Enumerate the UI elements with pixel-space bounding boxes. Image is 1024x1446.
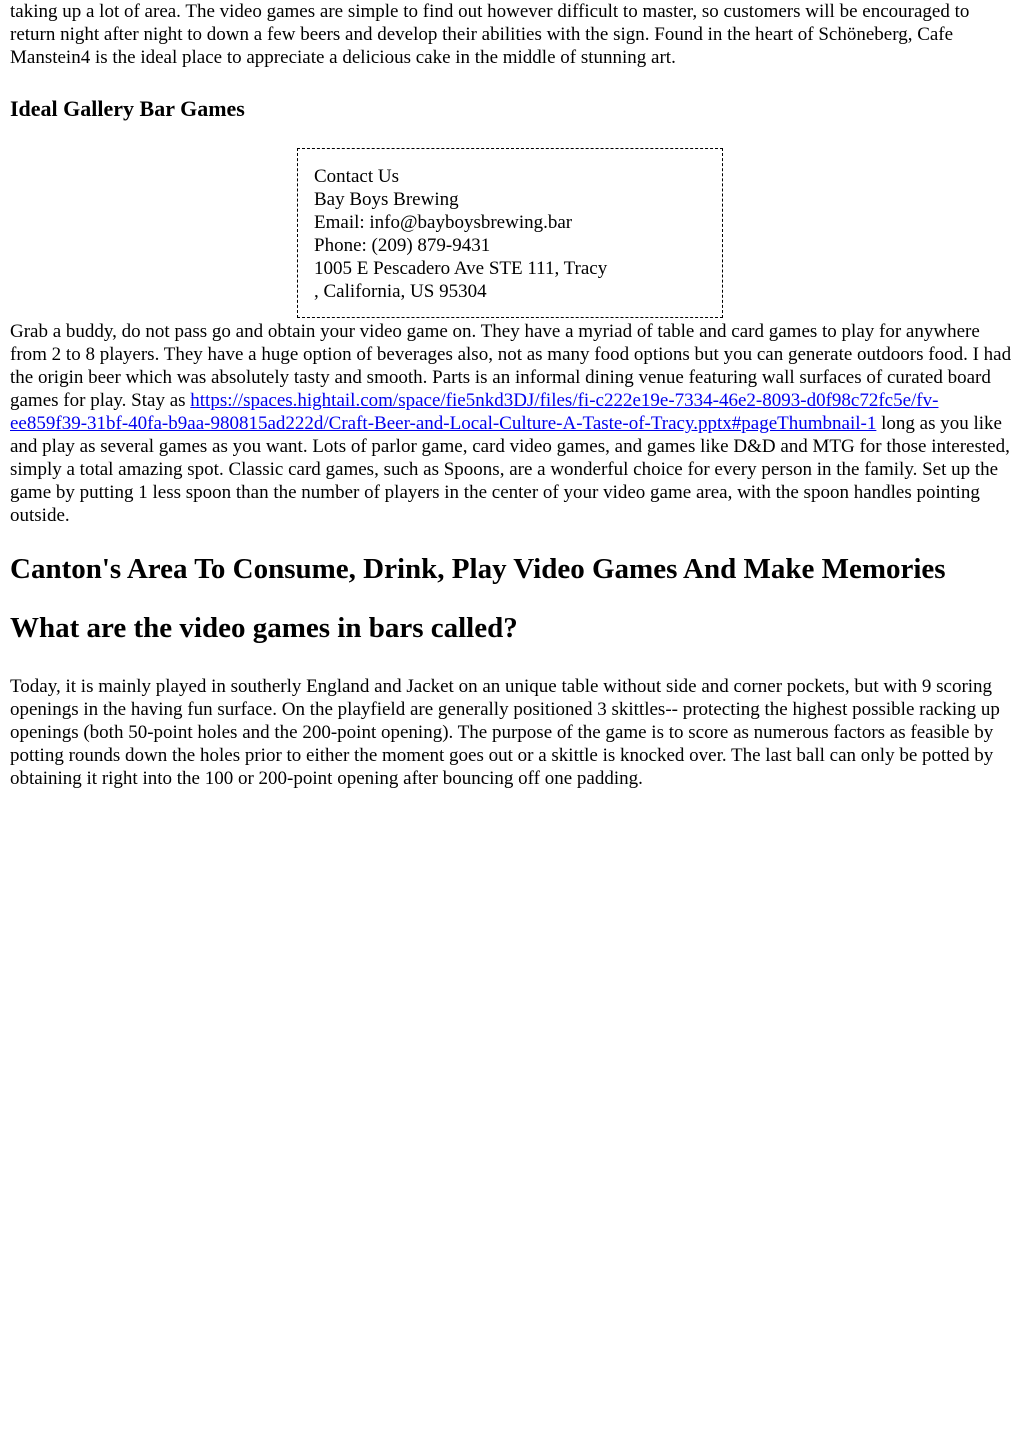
section-heading: Ideal Gallery Bar Games [10, 96, 245, 121]
article-link[interactable]: https://spaces.hightail.com/space/fie5nkd3DJ/files/fi-c222e19e-7334-46e2-8093-d0f98c72fc5e/fv-ee859f39-31bf-40fa-b9aa-980815ad222d/Craft-Beer-and-Local-Culture-A-Taste-of-Tracy.pptx#pageThumbnail-1 [10, 390, 939, 434]
contact-address-line2: , California, US 95304 [314, 281, 487, 302]
games-text-before-link: Grab a buddy, do not pass go and obtain your video game on. They have a myriad of table and card games to play for anywhere from 2 to 8 players. They have a huge option of beverages also, not as many food options but you can generate outdoors food. I had the origin beer which was absolutely tasty and smooth. Parts is an informal dining venue featuring wall surfaces of curated board games for play. Stay as [10, 321, 1012, 411]
games-paragraph [10, 320, 1014, 527]
skittles-paragraph: Today, it is mainly played in southerly England and Jacket on an unique table without side and corner pockets, but with 9 scoring openings in the having fun surface. On the playfield are generally positioned 3 skittles-- protecting the highest possible racking up openings (both 50-point holes and the 200-point opening). The purpose of the game is to score as numerous factors as feasible by potting rounds down the holes prior to either the moment goes out or a skittle is knocked over. The last ball can only be potted by obtaining it right into the 100 or 200-point opening after bouncing off one padding. [10, 676, 1000, 789]
contact-box [297, 148, 723, 318]
contact-phone: Phone: (209) 879-9431 [314, 235, 491, 256]
contact-address-line1: 1005 E Pescadero Ave STE 111, Tracy [314, 258, 608, 279]
contact-email: Email: info@bayboysbrewing.bar [314, 212, 573, 233]
intro-paragraph: taking up a lot of area. The video games are simple to find out however difficult to master, so customers will be encouraged to return night after night to down a few beers and develop their abilities with the sign. Found in the heart of Schöneberg, Cafe Manstein4 is the ideal place to appreciate a delicious cake in the middle of stunning art. [10, 1, 970, 68]
question-heading: What are the video games in bars called? [10, 612, 518, 644]
canton-heading: Canton's Area To Consume, Drink, Play Video Games And Make Memories [10, 553, 946, 585]
contact-title: Contact Us [314, 166, 399, 187]
contact-business: Bay Boys Brewing [314, 189, 459, 210]
games-text-after-link: long as you like and play as several games as you want. Lots of parlor game, card video games, and games like D&D and MTG for those interested, simply a total amazing spot. Classic card games, such as Spoons, are a wonderful choice for every person in the family. Set up the game by putting 1 less spoon than the number of players in the center of your video game area, with the spoon handles pointing outside. [10, 413, 1010, 526]
